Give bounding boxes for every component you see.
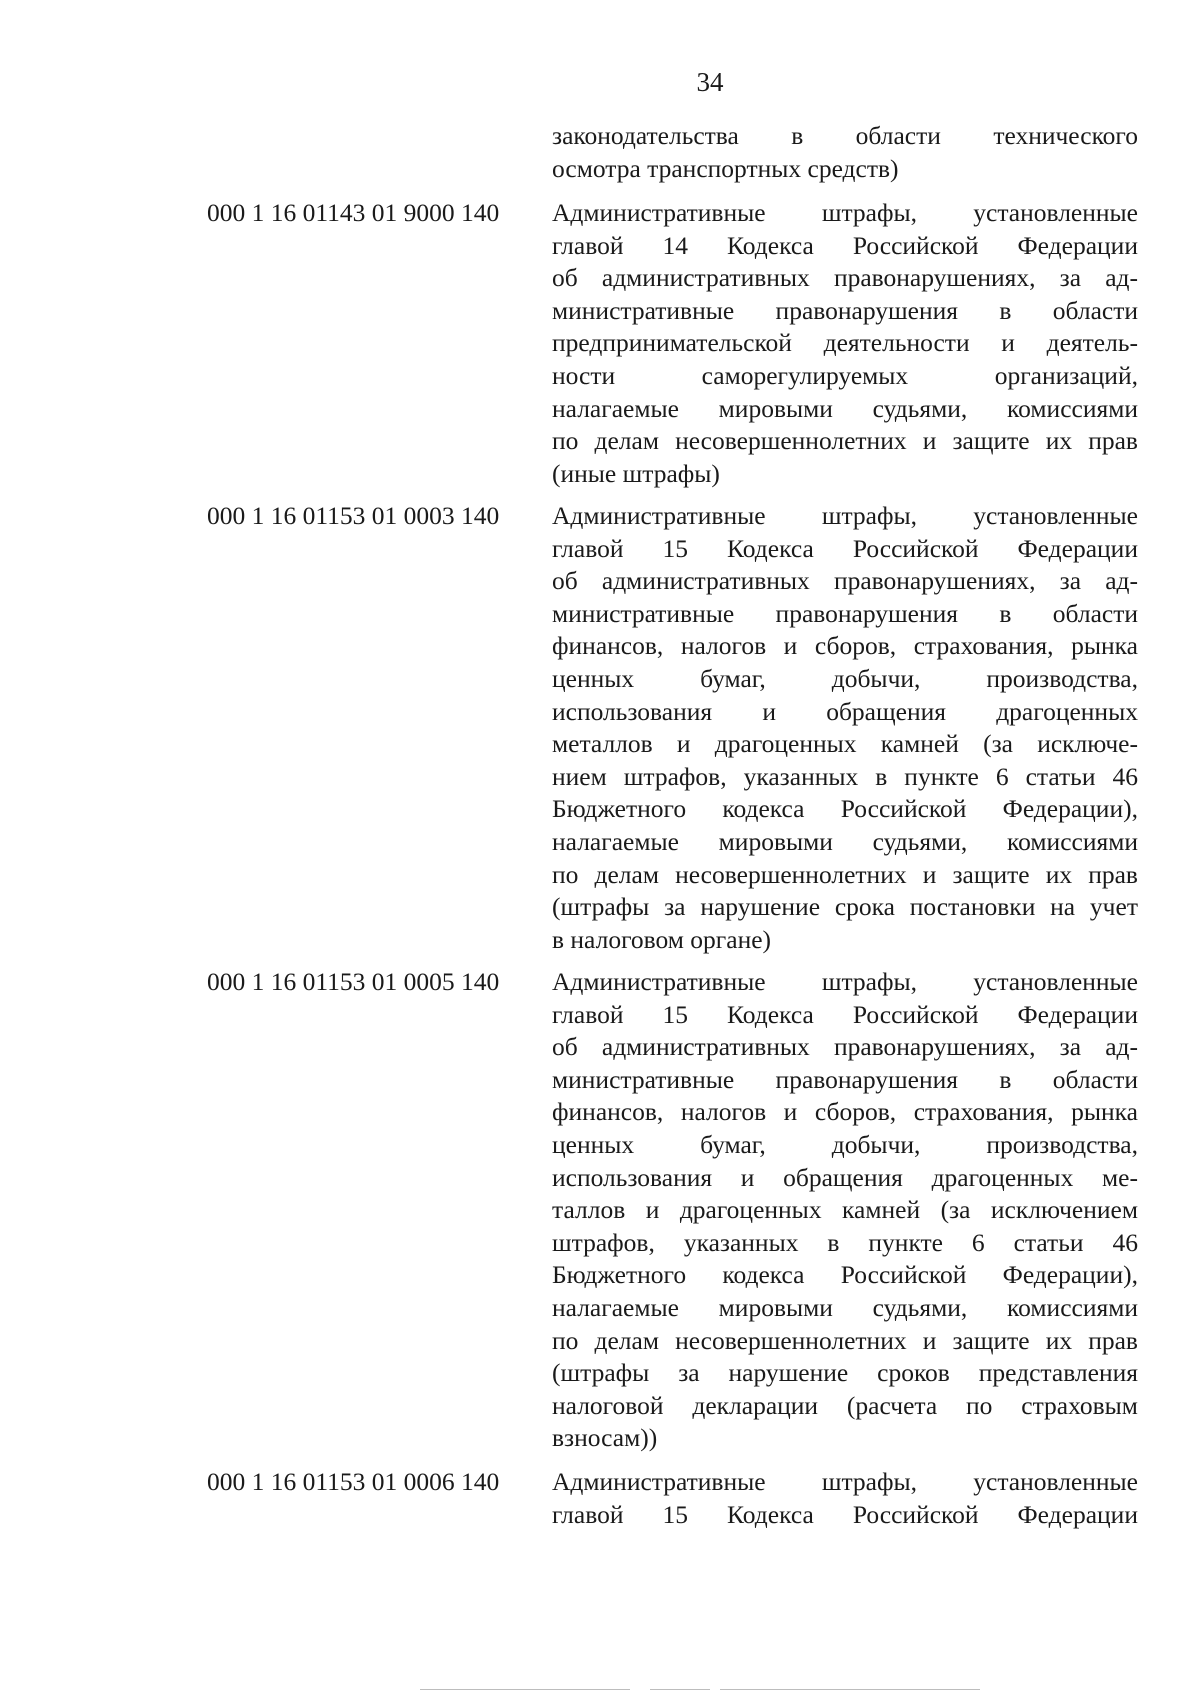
description-line: предпринимательской деятельности и деятель- (552, 328, 1138, 358)
entry-description (552, 1466, 1138, 1531)
entry-description (552, 197, 1138, 490)
description-line: (штрафы за нарушение срока постановки на учет (552, 892, 1138, 922)
budget-code: 000 1 16 01153 01 0006 140 (207, 1467, 500, 1496)
description-line: Административные штрафы, установленные (552, 967, 1138, 996)
description-line: главой 15 Кодекса Российской Федерации (552, 999, 1138, 1029)
description-line: Административные штрафы, установленные (552, 198, 1138, 227)
description-line: таллов и драгоценных камней (за исключением (552, 1195, 1138, 1225)
description-line: главой 15 Кодекса Российской Федерации (552, 533, 1138, 563)
footer-rule (650, 1689, 710, 1690)
description-line: в налоговом органе) (552, 924, 772, 954)
description-line: использования и обращения драгоценных ме- (552, 1162, 1138, 1192)
description-line: по делам несовершеннолетних и защите их прав (552, 1325, 1138, 1355)
description-line: осмотра транспортных средств) (552, 153, 899, 183)
description-line: ности саморегулируемых организаций, (552, 360, 1138, 390)
budget-code: 000 1 16 01153 01 0003 140 (207, 501, 500, 530)
description-line: налоговой декларации (расчета по страховым (552, 1390, 1138, 1420)
description-line: Административные штрафы, установленные (552, 1467, 1138, 1496)
description-line: штрафов, указанных в пункте 6 статьи 46 (552, 1227, 1138, 1257)
description-line: использования и обращения драгоценных (552, 696, 1138, 726)
description-line: финансов, налогов и сборов, страхования, рынка (552, 631, 1138, 661)
description-line: министративные правонарушения в области (552, 1064, 1138, 1094)
description-line: главой 15 Кодекса Российской Федерации (552, 1499, 1138, 1529)
description-line: металлов и драгоценных камней (за исключе- (552, 729, 1138, 759)
budget-code: 000 1 16 01153 01 0005 140 (207, 967, 500, 996)
description-line: финансов, налогов и сборов, страхования, рынка (552, 1097, 1138, 1127)
page-number: 34 (696, 67, 724, 97)
description-line: налагаемые мировыми судьями, комиссиями (552, 826, 1138, 856)
description-line: законодательства в области технического (552, 121, 1138, 150)
description-line: Бюджетного кодекса Российской Федерации), (552, 1260, 1138, 1290)
description-line: ценных бумаг, добычи, производства, (552, 663, 1138, 693)
description-line: налагаемые мировыми судьями, комиссиями (552, 1292, 1138, 1322)
description-line: налагаемые мировыми судьями, комиссиями (552, 393, 1138, 423)
description-line: по делам несовершеннолетних и защите их прав (552, 859, 1138, 889)
description-line: нием штрафов, указанных в пункте 6 статьи 46 (552, 761, 1138, 791)
description-line: об административных правонарушениях, за ад- (552, 1032, 1138, 1062)
description-line: по делам несовершеннолетних и защите их прав (552, 426, 1138, 456)
entry-description (552, 120, 1138, 185)
description-line: главой 14 Кодекса Российской Федерации (552, 230, 1138, 260)
description-line: ценных бумаг, добычи, производства, (552, 1129, 1138, 1159)
description-line: об административных правонарушениях, за ад- (552, 566, 1138, 596)
description-line: (штрафы за нарушение сроков представления (552, 1358, 1138, 1388)
description-line: Административные штрафы, установленные (552, 501, 1138, 530)
description-line: министративные правонарушения в области (552, 295, 1138, 325)
footer-rule (420, 1689, 630, 1690)
description-line: министративные правонарушения в области (552, 598, 1138, 628)
description-line: взносам)) (552, 1423, 658, 1453)
description-line: (иные штрафы) (552, 458, 720, 488)
budget-code: 000 1 16 01143 01 9000 140 (207, 198, 500, 227)
description-line: об административных правонарушениях, за ад- (552, 263, 1138, 293)
entry-description (552, 966, 1138, 1455)
entry-description (552, 500, 1138, 956)
footer-rule (720, 1689, 980, 1690)
description-line: Бюджетного кодекса Российской Федерации), (552, 794, 1138, 824)
